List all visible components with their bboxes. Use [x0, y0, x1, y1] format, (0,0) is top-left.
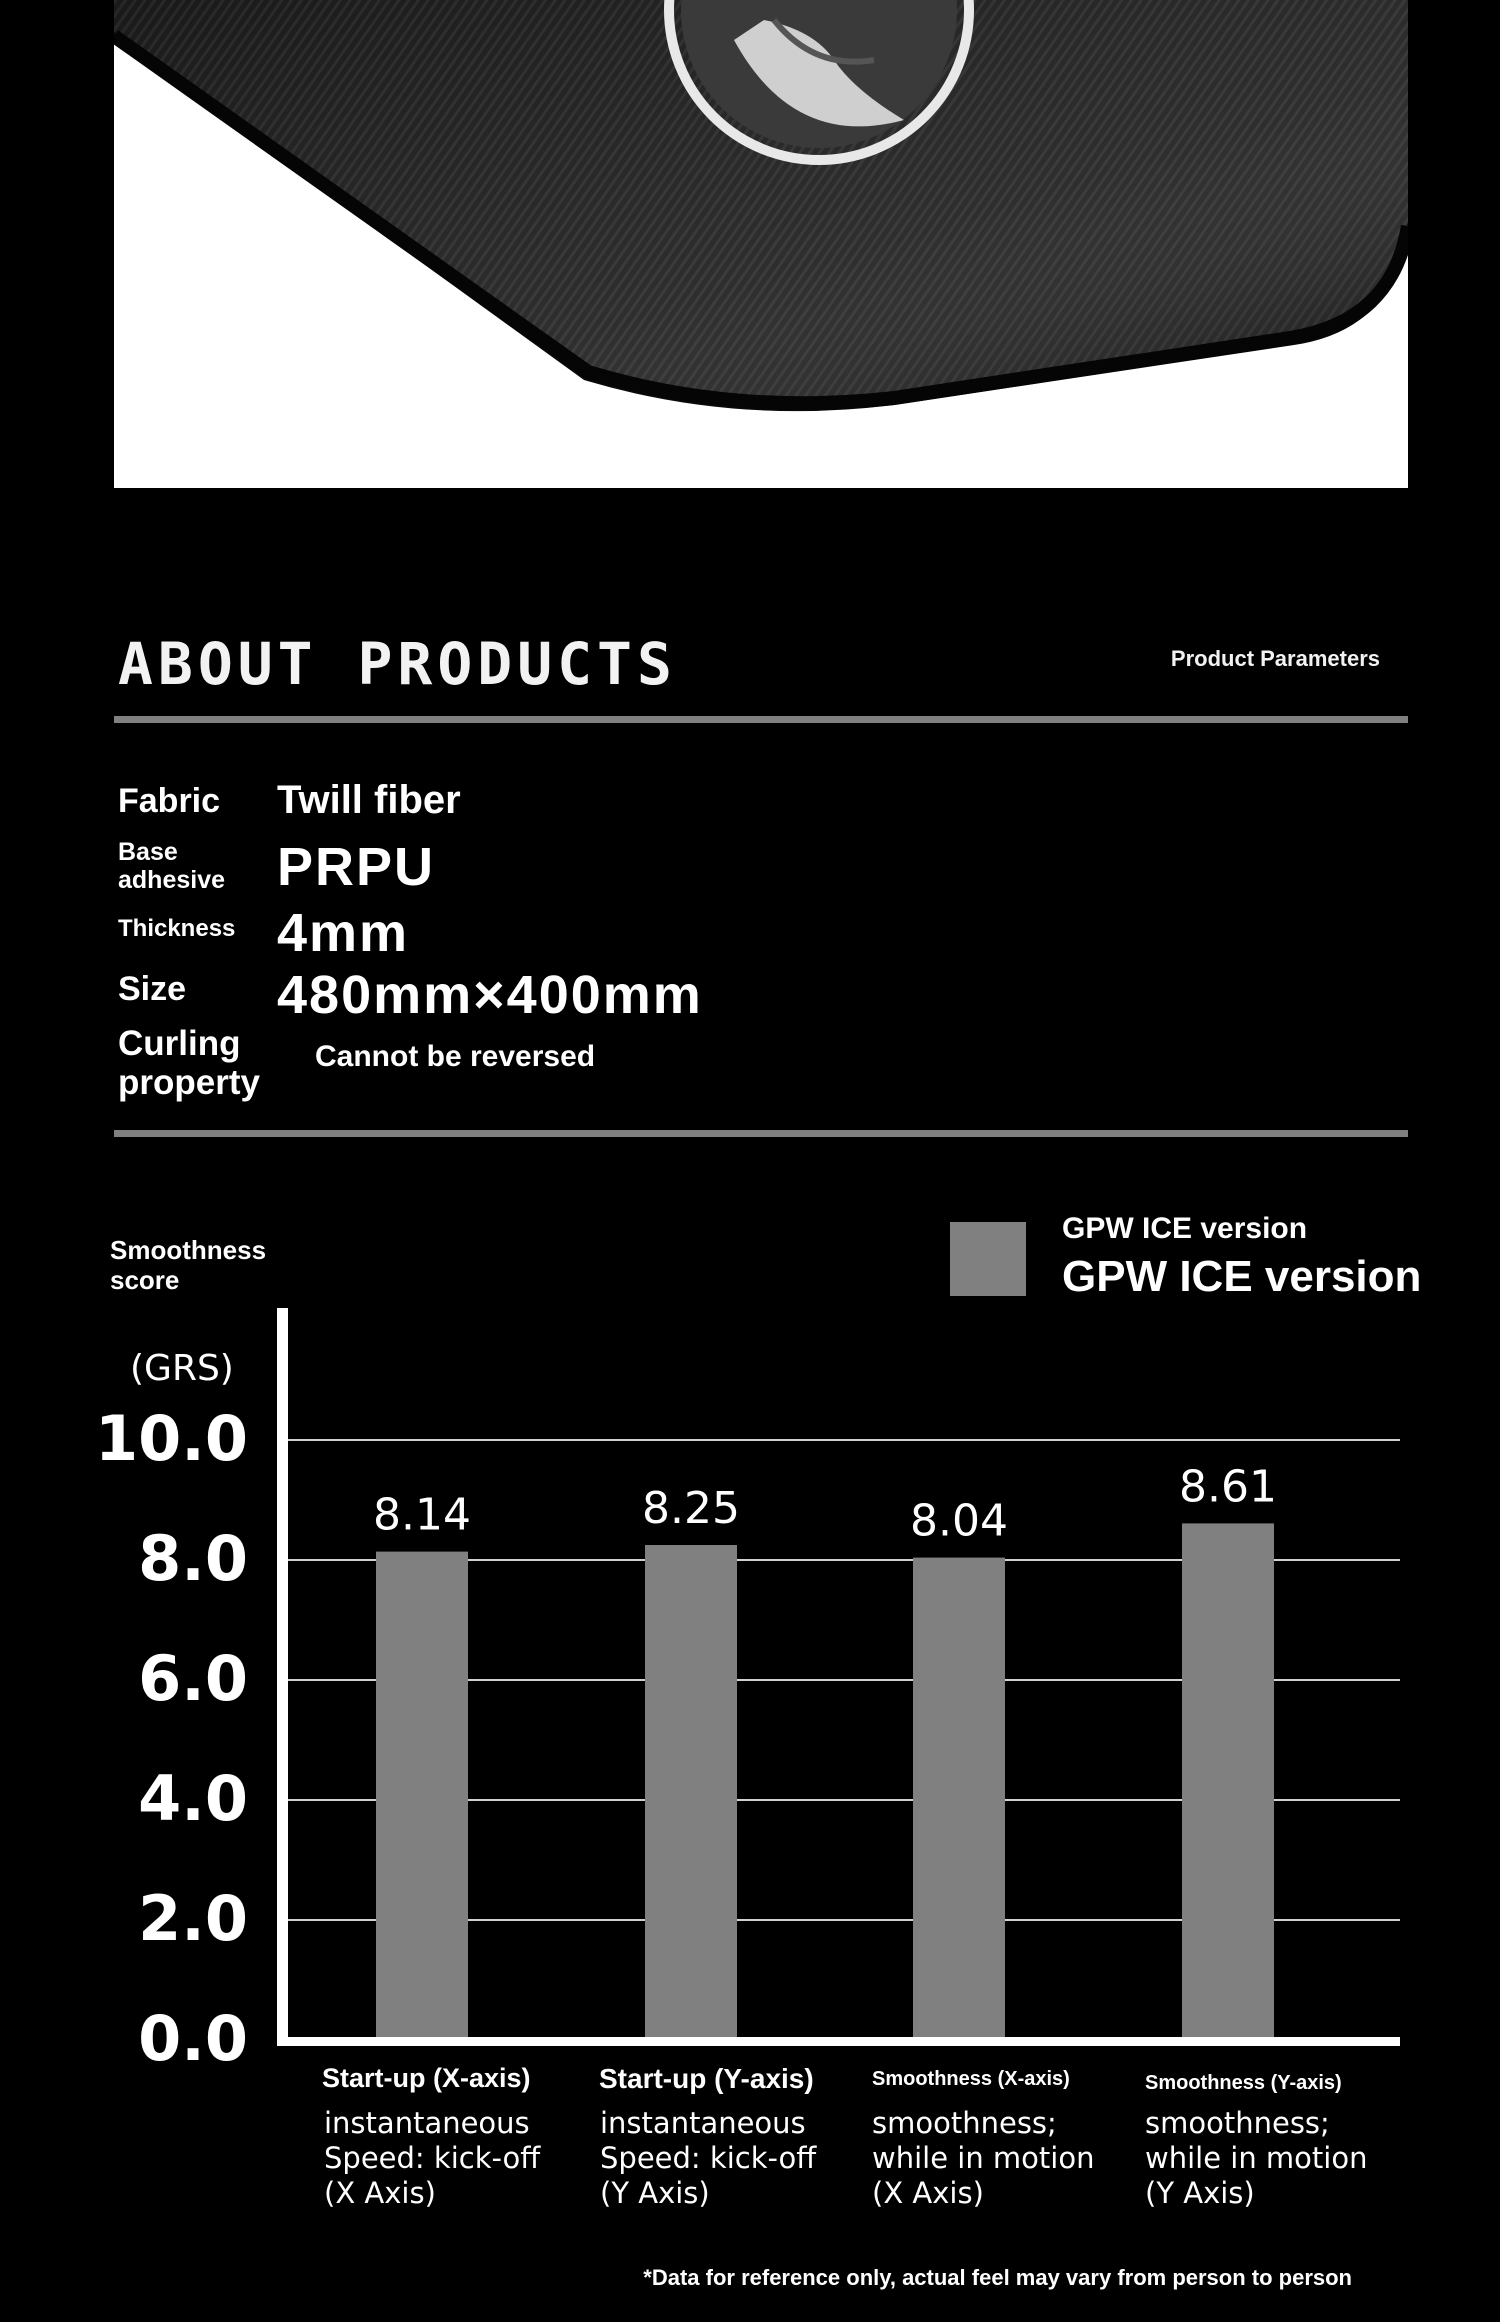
spec-value-fabric: Twill fiber [277, 778, 461, 822]
spec-label-fabric: Fabric [118, 782, 221, 820]
category-description [600, 2106, 870, 2210]
divider-top [114, 716, 1408, 723]
category-label: Start-up (X-axis) [322, 2063, 531, 2093]
bar [1182, 1523, 1274, 2040]
spec-value-base-adhesive: PRPU [277, 837, 436, 897]
category-description-line: (X Axis) [324, 2175, 436, 2210]
page-title: ABOUT PRODUCTS [118, 630, 677, 698]
category-label: Start-up (Y-axis) [599, 2063, 814, 2094]
y-tick-label: 10.0 [95, 1402, 248, 1475]
legend-label: GPW ICE version [1062, 1212, 1308, 1245]
category-description [1145, 2106, 1415, 2210]
category-description-line: while in motion [872, 2140, 1095, 2175]
spec-label-size: Size [118, 970, 187, 1008]
y-tick-label: 6.0 [138, 1642, 248, 1715]
spec-label-base-adhesive: Base adhesive [118, 838, 226, 894]
legend-label-large: GPW ICE version [1062, 1252, 1422, 1301]
y-tick-label: 8.0 [138, 1522, 248, 1595]
data-label: 8.61 [1179, 1461, 1277, 1513]
category-description-line: smoothness; [1145, 2106, 1330, 2140]
footnote: *Data for reference only, actual feel may vary from person to person [643, 2265, 1352, 2290]
page-subtitle: Product Parameters [1170, 646, 1380, 671]
y-tick-label: 0.0 [138, 2002, 248, 2075]
spec-value-curling-property: Cannot be reversed [315, 1040, 596, 1073]
bar [376, 1552, 468, 2040]
category-description [872, 2106, 1142, 2210]
y-tick-label: 4.0 [138, 1762, 248, 1835]
category-label: Smoothness (Y-axis) [1145, 2072, 1342, 2094]
category-description-line: smoothness; [872, 2106, 1057, 2140]
spec-value-thickness: 4mm [277, 903, 410, 963]
y-tick-label: 2.0 [138, 1882, 248, 1955]
category-description-line: (X Axis) [872, 2175, 984, 2210]
category-description-line: instantaneous [324, 2106, 530, 2140]
category-description [324, 2106, 594, 2210]
spec-label-thickness: Thickness [118, 915, 236, 942]
bar-chart [0, 1180, 1500, 2080]
bar [645, 1545, 737, 2040]
category-description-line: (Y Axis) [1145, 2175, 1255, 2210]
y-axis-unit: (GRS) [130, 1348, 234, 1389]
bar [913, 1558, 1005, 2040]
data-label: 8.04 [910, 1495, 1008, 1547]
category-label: Smoothness (X-axis) [872, 2068, 1070, 2090]
divider-bottom [114, 1130, 1408, 1137]
category-description-line: instantaneous [600, 2106, 806, 2140]
category-description-line: (Y Axis) [600, 2175, 710, 2210]
y-axis-line [277, 1308, 288, 2046]
x-axis-line [277, 2037, 1400, 2046]
data-label: 8.25 [642, 1483, 740, 1534]
product-photo [114, 0, 1408, 488]
category-description-line: while in motion [1145, 2140, 1368, 2175]
data-label: 8.14 [373, 1489, 471, 1541]
y-axis-title: Smoothness score [110, 1235, 267, 1295]
category-description-line: Speed: kick-off [324, 2140, 541, 2175]
spec-label-curling-property: Curling property [118, 1024, 260, 1103]
category-description-line: Speed: kick-off [600, 2140, 817, 2175]
spec-value-size: 480mm×400mm [277, 965, 703, 1025]
